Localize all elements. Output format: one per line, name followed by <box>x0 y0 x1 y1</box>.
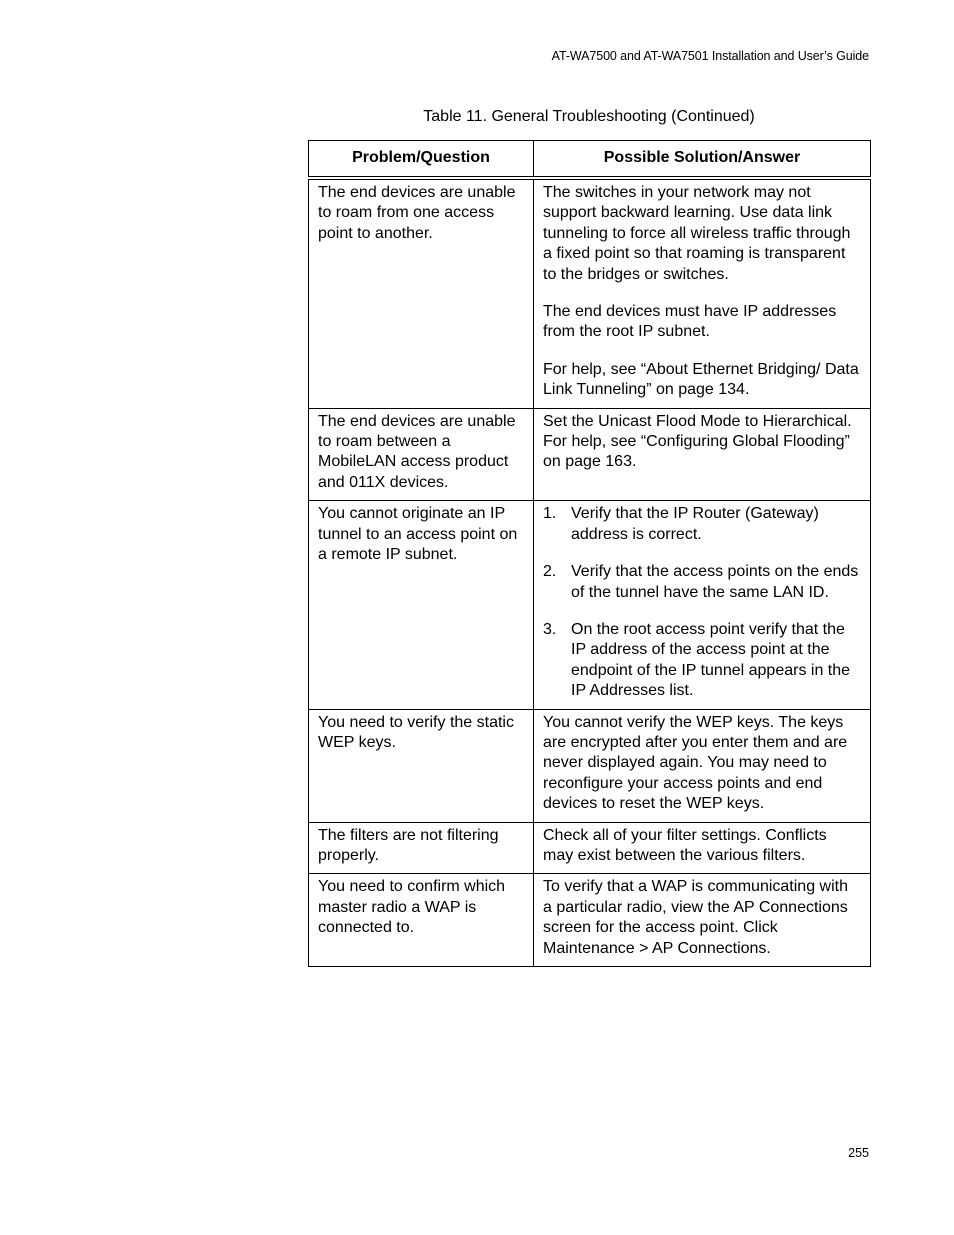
problem-cell <box>309 709 534 822</box>
step-text: On the root access point verify that the IP address of the access point at the endpoint of the IP tunnel appears in the IP Addresses list. <box>571 620 851 700</box>
step-number: 2. <box>543 563 557 581</box>
column-header-problem: Problem/Question <box>309 141 534 179</box>
table-header-row <box>309 141 871 179</box>
list-item <box>543 562 861 603</box>
solution-paragraph: For help, see “About Ethernet Bridging/ Data Link Tunneling” on page 134. <box>543 360 859 399</box>
running-header: AT-WA7500 and AT-WA7501 Installation and User’s Guide <box>551 49 869 63</box>
problem-text: You need to verify the static WEP keys. <box>318 713 514 751</box>
column-header-solution: Possible Solution/Answer <box>534 141 871 179</box>
problem-text: The end devices are unable to roam between a MobileLAN access product and 011X devices. <box>318 412 516 491</box>
solution-paragraph: The switches in your network may not support backward learning. Use data link tunneling to force all wireless traffic through a fixed point so that roaming is transparent to the bridges or switches. <box>543 184 851 283</box>
problem-cell <box>309 178 534 408</box>
step-number: 3. <box>543 620 557 638</box>
step-number: 1. <box>543 505 557 523</box>
solution-paragraph: The end devices must have IP addresses from the root IP subnet. <box>543 303 837 341</box>
solution-cell <box>534 874 871 967</box>
problem-text: You need to confirm which master radio a WAP is connected to. <box>318 878 506 937</box>
step-text: Verify that the access points on the ends of the tunnel have the same LAN ID. <box>571 563 859 601</box>
problem-cell <box>309 822 534 874</box>
solution-paragraph: To verify that a WAP is communicating with a particular radio, view the AP Connections screen for the access point. Click Maintenance > AP Connections. <box>543 878 848 957</box>
table-row <box>309 709 871 822</box>
list-item <box>543 620 861 702</box>
solution-paragraph: Set the Unicast Flood Mode to Hierarchical. For help, see “Configuring Global Flooding” on page 163. <box>543 412 852 471</box>
problem-text: You cannot originate an IP tunnel to an access point on a remote IP subnet. <box>318 505 518 564</box>
table-row <box>309 822 871 874</box>
problem-text: The end devices are unable to roam from one access point to another. <box>318 184 516 242</box>
step-text: Verify that the IP Router (Gateway) address is correct. <box>571 505 819 543</box>
troubleshooting-table <box>308 140 871 967</box>
problem-cell <box>309 874 534 967</box>
solution-paragraph: Check all of your filter settings. Conflicts may exist between the various filters. <box>543 826 827 864</box>
solution-cell <box>534 178 871 408</box>
solution-paragraph: You cannot verify the WEP keys. The keys are encrypted after you enter them and are never displayed again. You may need to reconfigure your access points and end devices to reset the WEP keys. <box>543 713 848 813</box>
solution-cell <box>534 822 871 874</box>
list-item <box>543 504 861 545</box>
solution-cell <box>534 408 871 501</box>
problem-text: The filters are not filtering properly. <box>318 826 499 864</box>
table-row <box>309 408 871 501</box>
page-number: 255 <box>848 1146 869 1160</box>
solution-cell <box>534 709 871 822</box>
table-row <box>309 874 871 967</box>
problem-cell <box>309 501 534 709</box>
table-row <box>309 178 871 408</box>
solution-steps <box>543 504 861 701</box>
table-caption: Table 11. General Troubleshooting (Continued) <box>423 108 755 125</box>
problem-cell <box>309 408 534 501</box>
table-row <box>309 501 871 709</box>
solution-cell <box>534 501 871 709</box>
